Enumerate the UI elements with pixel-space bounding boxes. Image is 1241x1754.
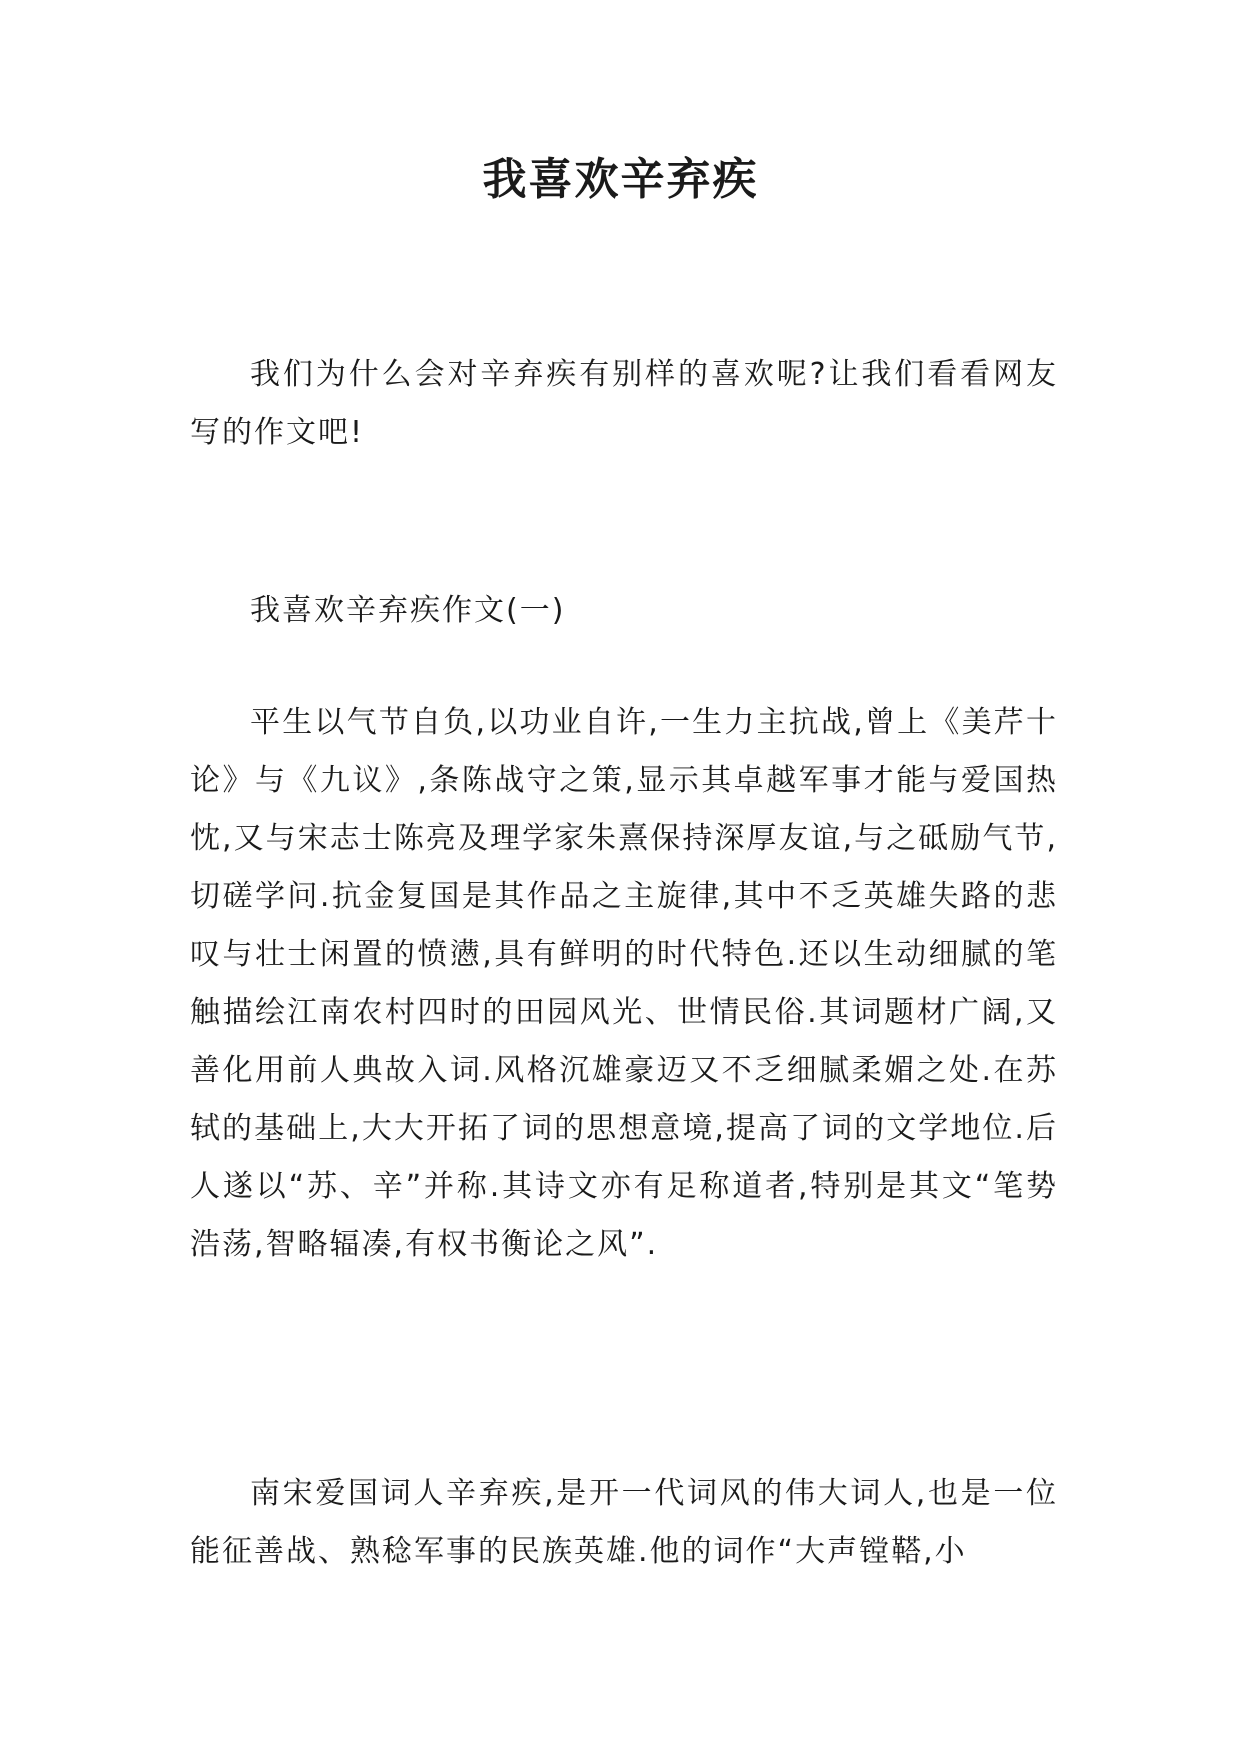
body-paragraph: 平生以气节自负,以功业自许,一生力主抗战,曾上《美芹十论》与《九议》,条陈战守之策,显示其卓越军事才能与爱国热忱,又与宋志士陈亮及理学家朱熹保持深厚友谊,与之砥励气节,切磋学问.抗金复国是其作品之主旋律,其中不乏英雄失路的悲叹与壮士闲置的愤懑,具有鲜明的时代特色.还以生动细腻的笔触描绘江南农村四时的田园风光、世情民俗.其词题材广阔,又善化用前人典故入词.风格沉雄豪迈又不乏细腻柔媚之处.在苏轼的基础上,大大开拓了词的思想意境,提高了词的文学地位.后人遂以“苏、辛”并称.其诗文亦有足称道者,特别是其文“笔势浩荡,智略辐凑,有权书衡论之风”. (190, 705, 1058, 1262)
body-paragraph: 南宋爱国词人辛弃疾,是开一代词风的伟大词人,也是一位能征善战、熟稔军事的民族英雄.他的词作“大声镗鞳,小 (190, 1476, 1058, 1569)
intro-paragraph: 我们为什么会对辛弃疾有别样的喜欢呢?让我们看看网友写的作文吧! (190, 357, 1058, 450)
section-heading: 我喜欢辛弃疾作文(一) (250, 593, 566, 628)
document-title: 我喜欢辛弃疾 (482, 154, 759, 205)
